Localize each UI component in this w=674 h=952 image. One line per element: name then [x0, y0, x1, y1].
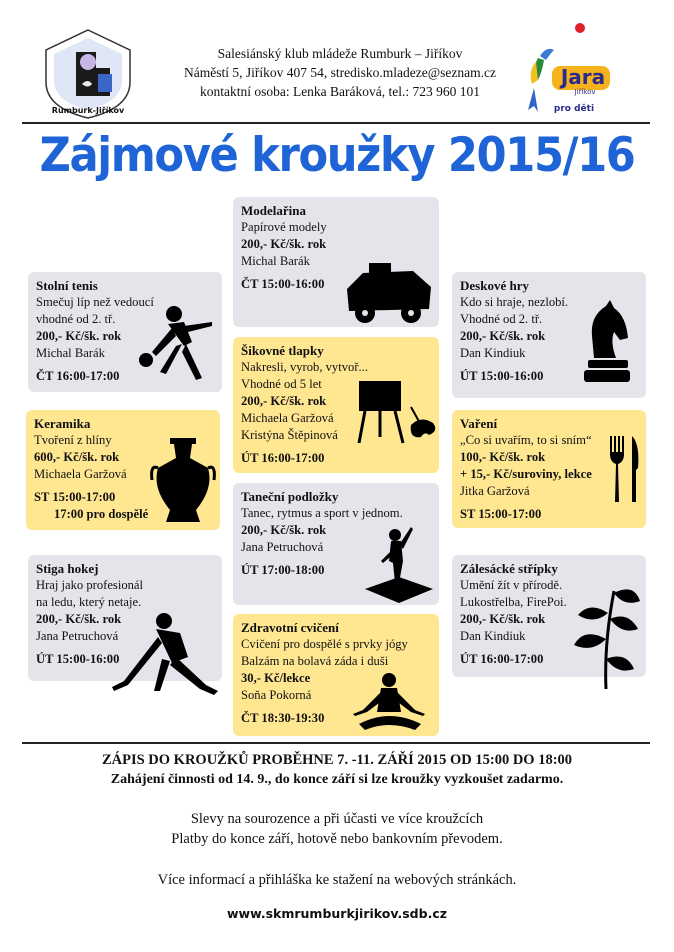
org-name: Salesiánský klub mládeže Rumburk – Jiříkov — [217, 46, 463, 61]
card-title: Stiga hokej — [36, 561, 99, 576]
card-leader: Michal Barák — [36, 346, 105, 360]
card-zalesacke-stripky — [452, 555, 646, 677]
card-price: 200,- Kč/šk. rok — [241, 237, 327, 251]
card-title: Taneční podložky — [241, 489, 339, 504]
card-time: ČT 16:00-17:00 — [36, 369, 120, 383]
card-price: 30,- Kč/lekce — [241, 671, 311, 685]
card-title: Keramika — [34, 416, 91, 431]
card-price: 200,- Kč/šk. rok — [460, 329, 546, 343]
yoga-pose-icon — [345, 670, 435, 736]
card-desc: Hraj jako profesionál — [36, 578, 144, 592]
card-stolni-tenis — [28, 272, 222, 392]
card-time-adults: 17:00 pro dospělé — [54, 507, 149, 521]
card-desc: Smečuj líp než vedoucí — [36, 295, 154, 309]
start-line: Zahájení činnosti od 14. 9., do konce září si lze kroužky vyzkoušet zadarmo. — [110, 772, 564, 787]
header-info — [140, 44, 540, 101]
card-price: 200,- Kč/šk. rok — [241, 523, 327, 537]
right-logo — [510, 18, 624, 122]
card-leader: Michal Barák — [241, 254, 310, 268]
card-title: Zálesácké střípky — [460, 561, 558, 576]
card-title: Zdravotní cvičení — [241, 620, 339, 635]
right-logo-word: Jara — [560, 65, 606, 89]
card-time: ÚT 15:00-16:00 — [460, 369, 544, 383]
armored-vehicle-icon — [343, 259, 435, 325]
card-time: ČT 18:30-19:30 — [241, 711, 325, 725]
card-title: Modelařina — [241, 203, 306, 218]
card-time: ÚT 17:00-18:00 — [241, 563, 325, 577]
card-price: 600,- Kč/šk. rok — [34, 450, 120, 464]
card-title: Stolní tenis — [36, 278, 98, 293]
right-logo-town: Jiříkov — [574, 88, 596, 96]
card-price: 100,- Kč/šk. rok — [460, 450, 546, 464]
left-logo — [34, 22, 142, 122]
chess-knight-icon — [580, 298, 632, 384]
left-logo-text: Rumburk-Jiříkov — [51, 106, 125, 115]
card-title: Deskové hry — [460, 278, 529, 293]
info-line: Více informací a přihláška ke stažení na webových stránkách. — [157, 872, 517, 888]
card-desc: Cvičení pro dospělé s prvky jógy — [241, 637, 408, 651]
card-desc: Papírové modely — [241, 220, 327, 234]
card-leader: Jana Petruchová — [241, 540, 324, 554]
card-time: ÚT 15:00-16:00 — [36, 652, 120, 666]
card-time: ÚT 16:00-17:00 — [460, 652, 544, 666]
hockey-player-icon — [110, 611, 222, 697]
dancer-icon — [363, 521, 435, 605]
bottom-divider — [22, 742, 650, 744]
enrollment-line: ZÁPIS DO KROUŽKŮ PROBĚHNE 7. -11. ZÁŘÍ 2015 OD 15:00 DO 18:00 — [101, 752, 573, 768]
card-price: 200,- Kč/šk. rok — [36, 329, 122, 343]
card-keramika — [26, 410, 220, 530]
discount-line: Slevy na sourozence a při účasti ve více kroužcích — [190, 811, 484, 827]
top-divider — [22, 122, 650, 124]
card-desc: Nakresli, vyrob, vytvoř... — [241, 360, 368, 374]
vase-icon — [148, 436, 218, 524]
card-leader: Jana Petruchová — [36, 629, 119, 643]
card-stiga-hokej — [28, 555, 222, 681]
card-leader: Kristýna Štěpinová — [241, 428, 338, 442]
card-sikovne-tlapky — [233, 337, 439, 473]
card-leader: Michaela Garžová — [34, 467, 127, 481]
card-price: 200,- Kč/šk. rok — [460, 612, 546, 626]
card-time: ST 15:00-17:00 — [460, 507, 542, 521]
card-modelarina — [233, 197, 439, 327]
card-price: 200,- Kč/šk. rok — [241, 394, 327, 408]
table-tennis-player-icon — [132, 302, 218, 382]
card-zdravotni-cviceni — [233, 614, 439, 736]
card-desc: na ledu, který netaje. — [36, 595, 142, 609]
card-desc: Vhodné od 2. tř. — [460, 312, 543, 326]
card-leader: Dan Kindiuk — [460, 346, 526, 360]
fork-knife-icon — [606, 434, 642, 504]
card-desc: Tvoření z hlíny — [34, 433, 112, 447]
card-title: Vaření — [460, 416, 498, 431]
contact: kontaktní osoba: Lenka Baráková, tel.: 723 960 101 — [199, 84, 481, 99]
easel-palette-icon — [351, 377, 437, 447]
card-price: 200,- Kč/šk. rok — [36, 612, 122, 626]
payment-line: Platby do konce září, hotově nebo bankovním převodem. — [171, 831, 503, 847]
address: Náměstí 5, Jiříkov 407 54, stredisko.mladeze@seznam.cz — [184, 65, 496, 80]
card-desc: vhodné od 2. tř. — [36, 312, 116, 326]
website-link[interactable]: www.skmrumburkjirikov.sdb.cz — [226, 906, 447, 921]
card-time: ČT 15:00-16:00 — [241, 277, 325, 291]
card-desc: Balzám na bolavá záda i duši — [241, 654, 389, 668]
card-time: ST 15:00-17:00 — [34, 490, 116, 504]
card-leader: Michaela Garžová — [241, 411, 334, 425]
card-tanecni-podlozky — [233, 483, 439, 605]
card-deskove-hry — [452, 272, 646, 398]
card-leader: Jitka Garžová — [460, 484, 530, 498]
card-desc: Kdo si hraje, nezlobí. — [460, 295, 569, 309]
plant-leaves-icon — [570, 583, 644, 693]
card-leader: Soňa Pokorná — [241, 688, 312, 702]
card-vareni — [452, 410, 646, 528]
page-title: Zájmové kroužky 2015/16 — [39, 128, 635, 183]
card-extra: + 15,- Kč/suroviny, lekce — [460, 467, 592, 481]
right-logo-bottom: pro děti — [553, 104, 595, 114]
card-desc: Umění žít v přírodě. — [460, 578, 563, 592]
card-desc: „Co si uvařím, to si sním“ — [460, 433, 592, 447]
card-time: ÚT 16:00-17:00 — [241, 451, 325, 465]
card-desc: Tanec, rytmus a sport v jednom. — [241, 506, 403, 520]
card-leader: Dan Kindiuk — [460, 629, 526, 643]
card-title: Šikovné tlapky — [241, 343, 324, 358]
card-desc: Lukostřelba, FirePoi. — [460, 595, 567, 609]
card-desc: Vhodné od 5 let — [241, 377, 322, 391]
